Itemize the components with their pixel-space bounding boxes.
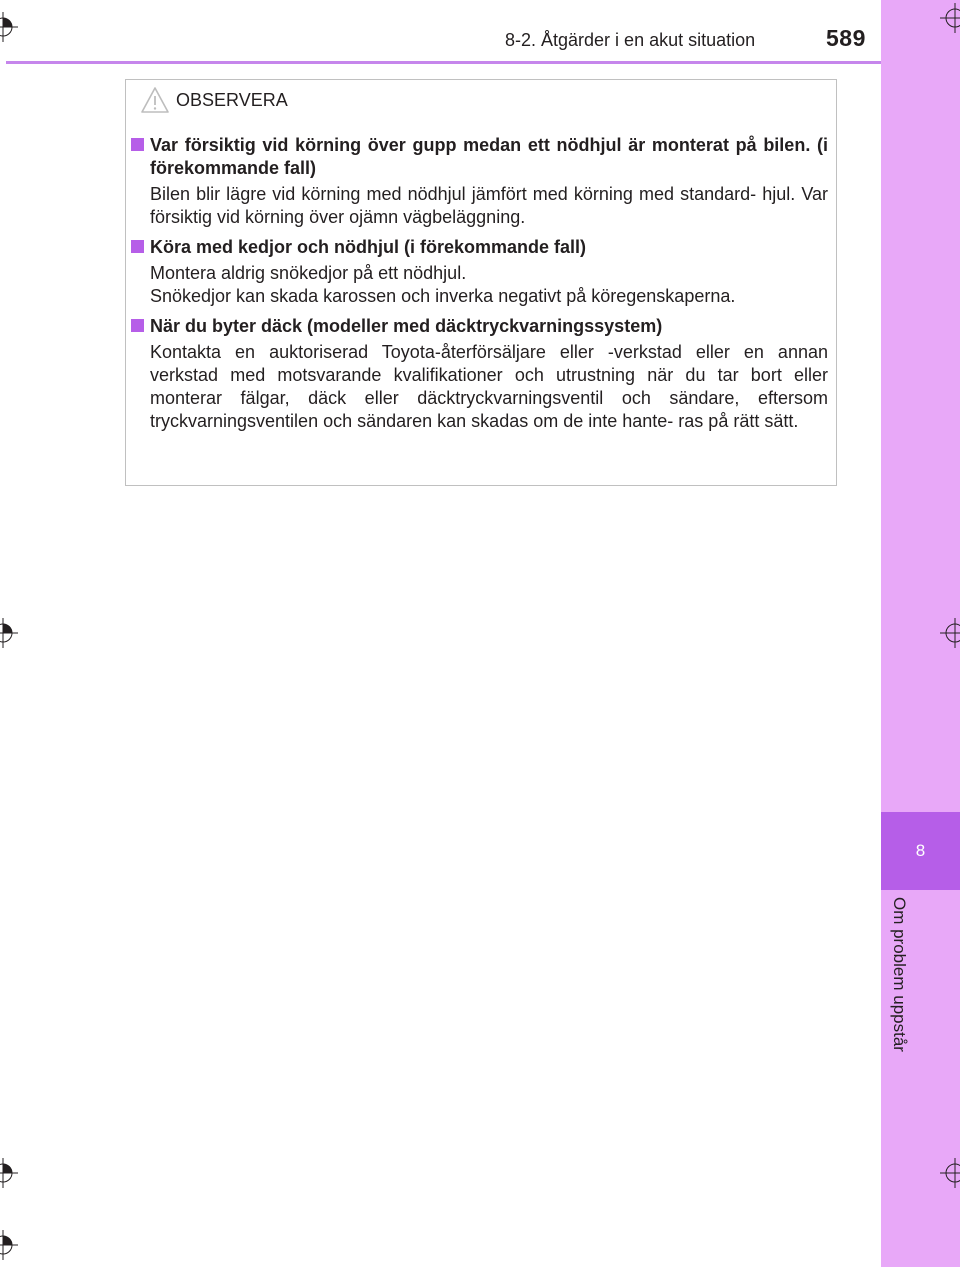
notice-item (131, 236, 828, 308)
notice-item (131, 134, 828, 229)
registration-mark-icon (940, 3, 960, 33)
notice-item-text: Kontakta en auktoriserad Toyota-återförsäljare eller -verkstad eller en annan verkstad med motsvarande kvalifikationer och utrustning när du tar bort eller monterar fälgar, däck eller däcktryckvarningsventil och sändare, eftersom tryckvarningsventilen och sändaren kan skadas om de inte hante- ras på rätt sätt. (150, 342, 828, 431)
page-number: 589 (826, 25, 866, 51)
notice-content (131, 134, 828, 440)
registration-mark-icon (0, 1158, 18, 1188)
header-divider (6, 61, 881, 64)
warning-triangle-icon (140, 86, 170, 114)
notice-item-title: När du byter däck (modeller med däcktryckvarningssystem) (150, 316, 663, 336)
registration-mark-icon (0, 618, 18, 648)
chapter-title-text: Om problem uppstår (890, 897, 909, 1052)
notice-header (140, 86, 288, 114)
bullet-square-icon (131, 319, 144, 332)
notice-item-title: Köra med kedjor och nödhjul (i förekommande fall) (150, 237, 587, 257)
chapter-number: 8 (881, 812, 960, 890)
section-title: 8-2. Åtgärder i en akut situation (505, 30, 756, 50)
registration-mark-icon (940, 1158, 960, 1188)
registration-mark-icon (940, 618, 960, 648)
bullet-square-icon (131, 138, 144, 151)
notice-item-text: Bilen blir lägre vid körning med nödhjul jämfört med körning med standard- hjul. Var försiktig vid körning över ojämn vägbeläggning. (150, 184, 828, 227)
bullet-square-icon (131, 240, 144, 253)
notice-item-title: Var försiktig vid körning över gupp medan ett nödhjul är monterat på bilen. (i förekommande fall) (150, 135, 828, 178)
notice-item-text: Montera aldrig snökedjor på ett nödhjul. (150, 263, 467, 283)
registration-mark-icon (0, 12, 18, 42)
notice-item-text: Snökedjor kan skada karossen och inverka negativt på köregenskaperna. (150, 286, 736, 306)
notice-label: OBSERVERA (176, 89, 288, 110)
registration-mark-icon (0, 1230, 18, 1260)
notice-item (131, 315, 828, 433)
chapter-title (881, 897, 917, 1087)
